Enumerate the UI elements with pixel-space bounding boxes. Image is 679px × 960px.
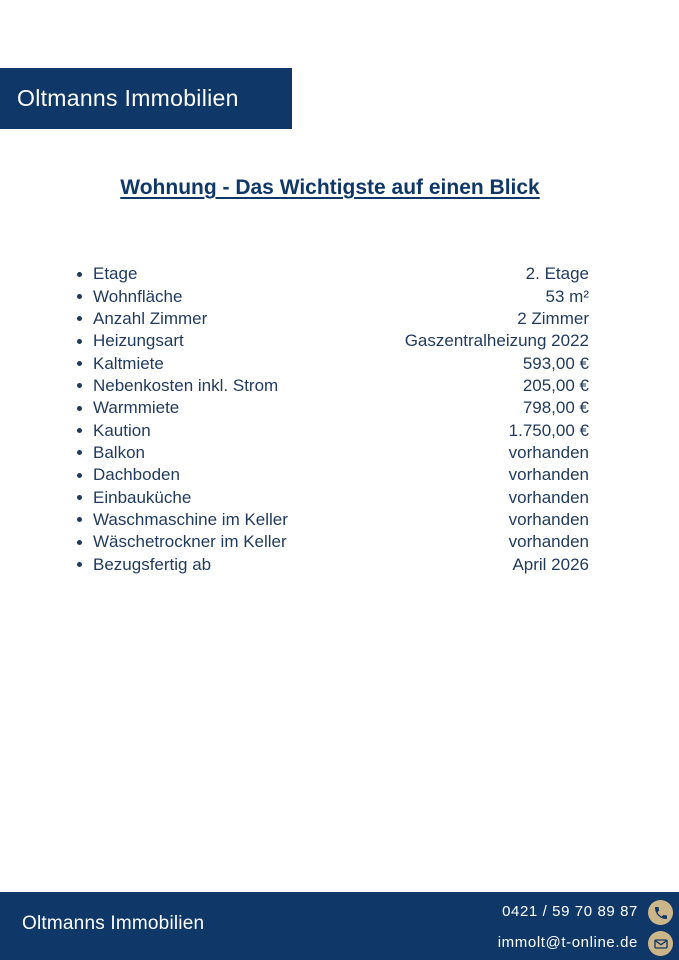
fact-label: Balkon: [93, 442, 145, 462]
fact-value: 205,00 €: [522, 375, 589, 395]
fact-label: Heizungsart: [93, 331, 184, 351]
list-item: [76, 442, 589, 464]
bullet-icon: [77, 517, 82, 522]
page-title: Wohnung - Das Wichtigste auf einen Blick: [120, 176, 540, 199]
list-item: [76, 285, 589, 307]
fact-value: 2 Zimmer: [517, 308, 589, 328]
bullet-icon: [77, 272, 82, 277]
fact-label: Waschmaschine im Keller: [93, 509, 288, 529]
footer-bar: [0, 892, 679, 960]
bullet-icon: [77, 428, 82, 433]
fact-label: Bezugsfertig ab: [93, 554, 212, 574]
list-item: [76, 352, 589, 374]
bullet-icon: [77, 339, 82, 344]
fact-value: vorhanden: [508, 465, 589, 485]
list-item: [76, 419, 589, 441]
footer-brand-name: Oltmanns Immobilien: [22, 913, 205, 934]
list-item: [76, 464, 589, 486]
brand-header-bar: [0, 68, 292, 129]
brand-name: Oltmanns Immobilien: [17, 85, 239, 111]
bullet-icon: [77, 294, 82, 299]
bullet-icon: [77, 361, 82, 366]
list-item: [76, 330, 589, 352]
fact-value: 593,00 €: [522, 353, 589, 373]
fact-value: 798,00 €: [522, 398, 589, 418]
fact-value: vorhanden: [508, 509, 589, 529]
bullet-icon: [77, 383, 82, 388]
fact-value: 2. Etage: [525, 264, 589, 284]
list-item: [76, 509, 589, 531]
fact-value: Gaszentralheizung 2022: [404, 331, 589, 351]
bullet-icon: [77, 473, 82, 478]
bullet-icon: [77, 406, 82, 411]
fact-label: Einbauküche: [93, 487, 192, 507]
list-item: [76, 553, 589, 575]
fact-label: Wohnfläche: [93, 286, 183, 306]
list-item: [76, 308, 589, 330]
fact-label: Anzahl Zimmer: [93, 308, 208, 328]
list-item: [76, 397, 589, 419]
bullet-icon: [77, 540, 82, 545]
fact-value: vorhanden: [508, 487, 589, 507]
fact-label: Etage: [93, 264, 138, 284]
phone-number[interactable]: 0421 / 59 70 89 87: [502, 903, 638, 920]
bullet-icon: [77, 450, 82, 455]
fact-value: vorhanden: [508, 442, 589, 462]
phone-icon: [648, 900, 673, 925]
list-item: [76, 375, 589, 397]
fact-label: Kaltmiete: [93, 353, 164, 373]
fact-value: 1.750,00 €: [508, 420, 589, 440]
fact-label: Nebenkosten inkl. Strom: [93, 375, 279, 395]
fact-label: Wäschetrockner im Keller: [93, 532, 287, 552]
list-item: [76, 486, 589, 508]
email-address[interactable]: immolt@t-online.de: [497, 934, 638, 951]
bullet-icon: [77, 495, 82, 500]
list-item: [76, 263, 589, 285]
fact-value: 53 m²: [545, 286, 589, 306]
fact-value: vorhanden: [508, 532, 589, 552]
mail-icon: [648, 931, 673, 956]
fact-value: April 2026: [512, 554, 589, 574]
list-item: [76, 531, 589, 553]
fact-label: Kaution: [93, 420, 151, 440]
bullet-icon: [77, 562, 82, 567]
bullet-icon: [77, 316, 82, 321]
key-facts-list: [76, 263, 589, 576]
fact-label: Dachboden: [93, 465, 180, 485]
fact-label: Warmmiete: [93, 398, 180, 418]
